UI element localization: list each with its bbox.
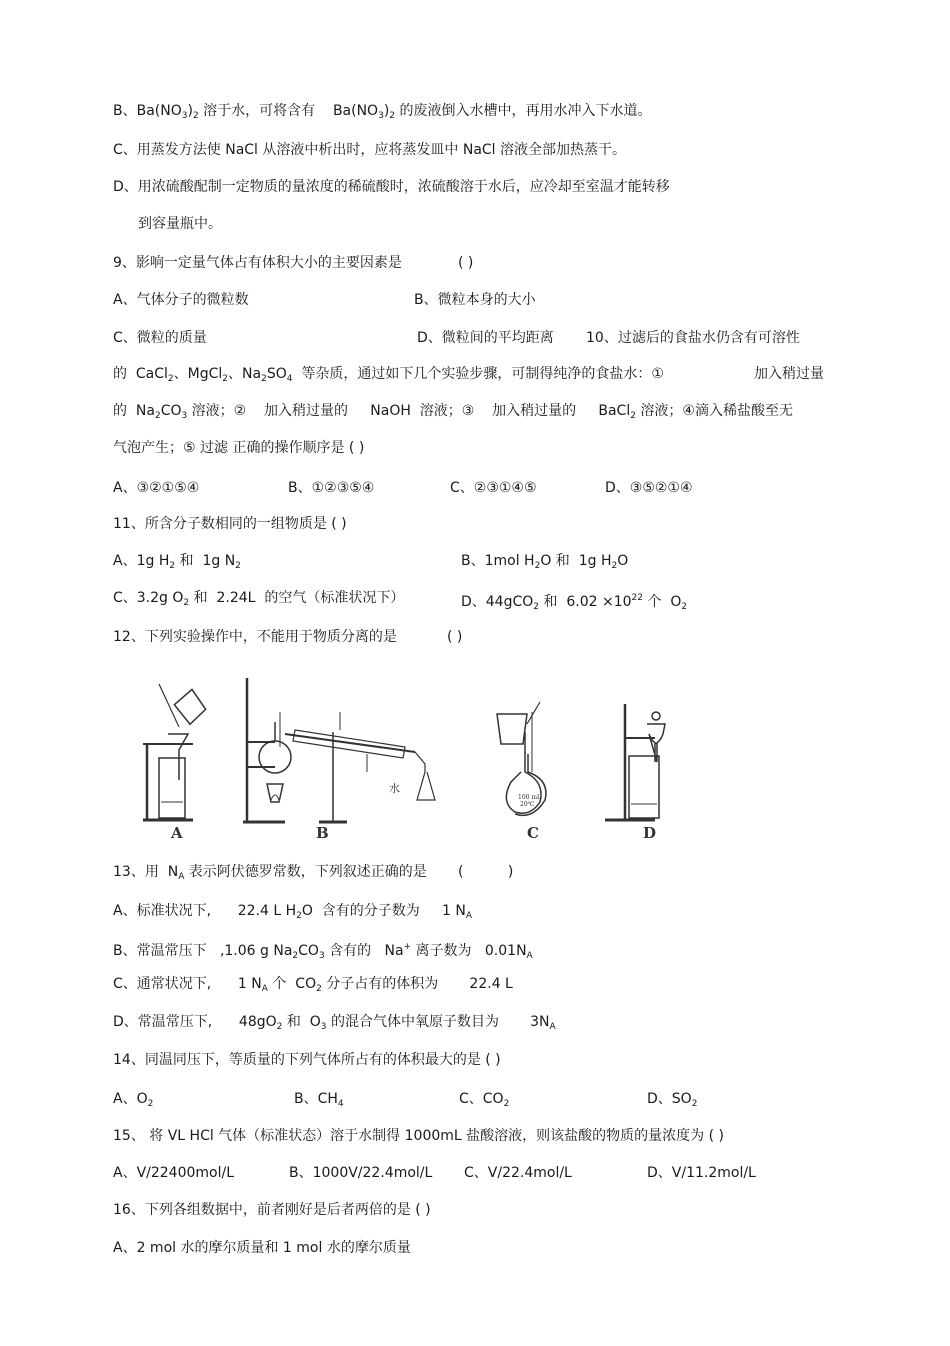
q9-option-d: D、微粒间的平均距离 [417,330,554,346]
q13-option-a: A、标准状况下, 22.4 L $H_2O$ 含有的分子数为 1 $N_A$ [113,903,473,921]
apparatus-label-b: B [316,824,329,842]
q11-option-b: B、1mol $H_2O$ 和 1g $H_2O$ [461,553,629,571]
q16-option-a: A、2 mol 水的摩尔质量和 1 mol 水的摩尔质量 [113,1240,411,1256]
apparatus-d-separatory-funnel [605,704,665,820]
q11-stem: 11、所含分子数相同的一组物质是 ( ) [113,516,347,532]
q15-option-d: D、V/11.2mol/L [647,1165,756,1181]
q10-stem-line2-end: 加入稍过量 [754,366,824,382]
q12-answer-paren: ( ) [447,629,463,645]
q8-option-c: C、用蒸发方法使 NaCl 从溶液中析出时，应将蒸发皿中 NaCl 溶液全部加热蒸干。 [113,142,627,158]
apparatus-label-c: C [527,824,539,842]
q10-stem-line4: 气泡产生；⑤ 过滤 正确的操作顺序是 ( ) [113,440,365,456]
flask-volume-label: 100 mL [518,794,542,801]
q13-option-d: D、常温常压下, $48gO_2$ 和 $O_3$ 的混合气体中氧原子数目为 $3N_A$ [113,1014,556,1032]
apparatus-label-d: D [643,824,657,842]
q14-option-a: A、$O_2$ [113,1091,154,1109]
q10-option-a: A、③②①⑤④ [113,480,200,496]
q14-option-c: C、$CO_2$ [459,1091,510,1109]
flask-temp-label: 20℃ [520,801,535,808]
q13-option-c: C、通常状况下, 1 $N_A$ 个 $CO_2$ 分子占有的体积为 22.4 L [113,976,513,994]
q10-stem-line2: 的 CaCl$_2$、MgCl$_2$、$Na_2SO_4$ 等杂质，通过如下几个实验步骤，可制得纯净的食盐水：① [113,366,664,384]
q10-stem-line3: 的 $Na_2CO_3$ 溶液；② 加入稍过量的 NaOH 溶液；③ 加入稍过量的 BaCl$_2$ 溶液；④滴入稀盐酸至无 [113,403,793,421]
q15-stem: 15、 将 VL HCl 气体（标准状态）溶于水制得 1000mL 盐酸溶液，则该盐酸的物质的量浓度为 ( ) [113,1128,724,1144]
q15-option-c: C、V/22.4mol/L [464,1165,572,1181]
q11-option-a: A、1g $H_2$ 和 1g $N_2$ [113,553,241,571]
q10-option-b: B、①②③⑤④ [288,480,375,496]
q8-option-d-line2: 到容量瓶中。 [138,216,222,232]
q9-option-a: A、气体分子的微粒数 [113,292,249,308]
q9-option-c: C、微粒的质量 [113,330,207,346]
q10-option-d: D、③⑤②①④ [605,480,693,496]
q9-option-b: B、微粒本身的大小 [414,292,536,308]
q15-option-a: A、V/22400mol/L [113,1165,235,1181]
apparatus-a-filtration [143,684,208,820]
apparatus-figure [135,672,715,844]
q14-stem: 14、同温同压下，等质量的下列气体所占有的体积最大的是 ( ) [113,1052,501,1068]
q14-option-b: B、$CH_4$ [294,1091,344,1109]
q15-option-b: B、1000V/22.4mol/L [289,1165,433,1181]
q12-stem: 12、下列实验操作中，不能用于物质分离的是 [113,629,397,645]
q10-stem-start: 10、过滤后的食盐水仍含有可溶性 [586,330,800,346]
q11-option-c: C、3.2g $O_2$ 和 2.24L 的空气（标准状况下） [113,590,405,608]
apparatus-b-distillation [243,678,435,822]
apparatus-label-a: A [171,824,183,842]
q8-option-d-line1: D、用浓硫酸配制一定物质的量浓度的稀硫酸时，浓硫酸溶于水后，应冷却至室温才能转移 [113,179,670,195]
q14-option-d: D、$SO_2$ [647,1091,698,1109]
q16-stem: 16、下列各组数据中，前者刚好是后者两倍的是 ( ) [113,1202,431,1218]
q9-stem: 9、影响一定量气体占有体积大小的主要因素是 [113,255,402,271]
q13-stem: 13、用 $N_A$ 表示阿伏德罗常数，下列叙述正确的是 ( ) [113,864,514,882]
q11-option-d: D、44gCO$_2$ 和 $6.02 \times 10^{22}$ 个 $O_2$ [461,593,688,612]
q8-option-b: B、$Ba(NO_3)_2$ 溶于水，可将含有 $Ba(NO_3)_2$ 的废液倒入水槽中，再用水冲入下水道。 [113,103,652,121]
q10-option-c: C、②③①④⑤ [450,480,537,496]
q9-answer-paren: ( ) [458,255,474,271]
q13-option-b: B、常温常压下 ,1.06 g $Na_2CO_3$ 含有的 Na+ 离子数为 $0.01N_A$ [113,942,533,961]
water-label: 水 [389,782,400,795]
